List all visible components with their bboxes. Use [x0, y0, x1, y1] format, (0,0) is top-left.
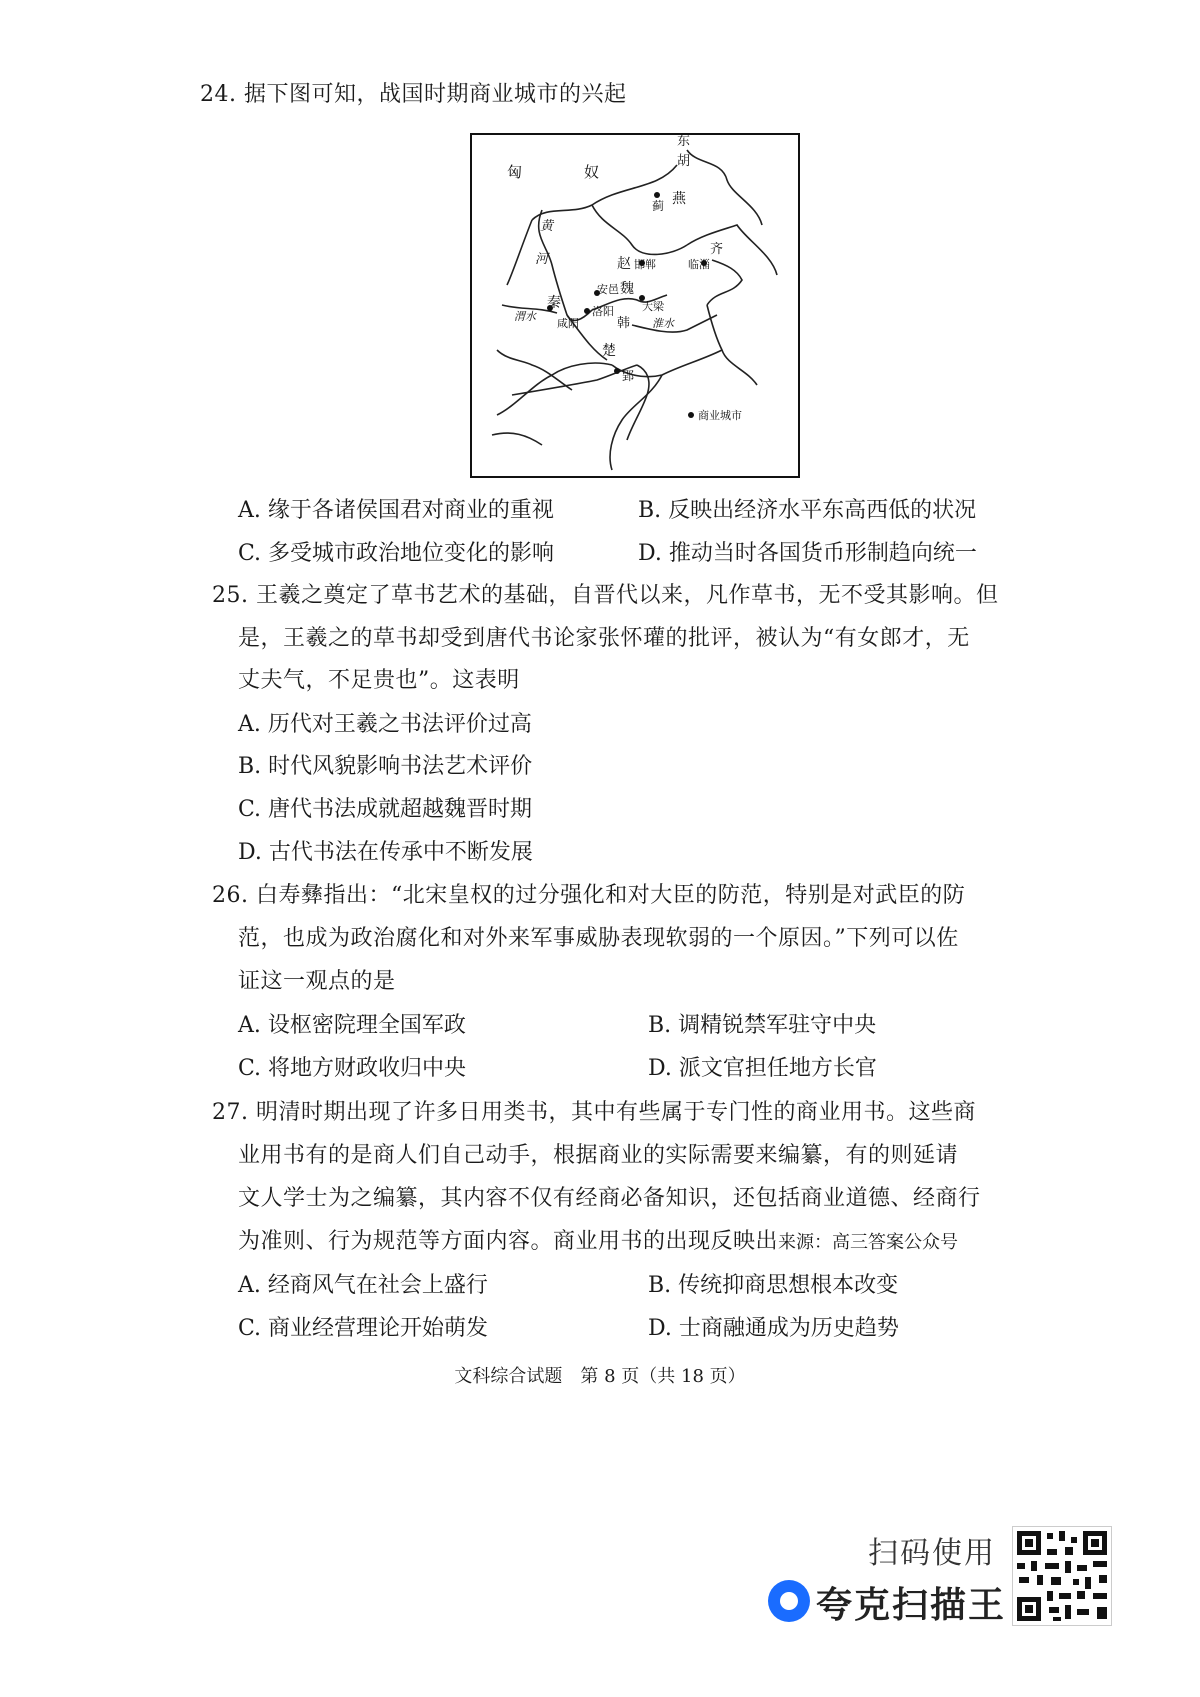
city-dot-luoyang	[584, 308, 590, 314]
label-yan: 燕	[672, 191, 686, 207]
label-wei: 魏	[620, 281, 634, 297]
q25-line-1: 25. 王羲之奠定了草书艺术的基础，自晋代以来，凡作草书，无不受其影响。但	[212, 583, 999, 608]
map-border	[592, 205, 687, 254]
q25-option-d: D. 古代书法在传承中不断发展	[238, 840, 533, 865]
map-border	[707, 260, 742, 305]
label-chu: 楚	[602, 343, 616, 359]
q26-line-2: 范，也成为政治腐化和对外来军事威胁表现软弱的一个原因。”下列可以佐	[238, 926, 959, 951]
q27-option-a: A. 经商风气在社会上盛行	[238, 1273, 488, 1298]
q25-line-3: 丈夫气，不足贵也”。这表明	[238, 668, 520, 693]
qr-code-icon[interactable]	[1012, 1526, 1112, 1626]
huai-river	[632, 315, 717, 332]
map-border	[497, 363, 612, 415]
label-han: 韩	[617, 316, 631, 331]
label-anyi: 安邑	[597, 283, 619, 296]
label-daliang: 大梁	[642, 300, 664, 313]
map-legend-label: 商业城市	[698, 409, 742, 422]
q27-line-2: 业用书有的是商人们自己动手，根据商业的实际需要来编纂，有的则延请	[238, 1143, 959, 1168]
q26-line-3: 证这一观点的是	[238, 969, 396, 994]
q27-line-3: 文人学士为之编纂，其内容不仅有经商必备知识，还包括商业道德、经商行	[238, 1186, 981, 1211]
scanner-brand: 夸克扫描王	[816, 1585, 1007, 1626]
q26-option-c: C. 将地方财政收归中央	[238, 1056, 467, 1081]
q24-option-b: B. 反映出经济水平东高西低的状况	[638, 498, 977, 523]
source-note: 来源：高三答案公众号	[778, 1232, 959, 1253]
q26-option-b: B. 调精锐禁军驻守中央	[648, 1013, 877, 1038]
map-drawing	[472, 135, 798, 476]
map-border	[610, 375, 662, 470]
label-ji: 蓟	[652, 199, 665, 213]
label-luoyang: 洛阳	[592, 305, 614, 318]
q27-option-c: C. 商业经营理论开始萌发	[238, 1316, 489, 1341]
city-dot-ying	[614, 368, 620, 374]
q27-option-d: D. 士商融通成为历史趋势	[648, 1316, 899, 1341]
q25-line-2: 是，王羲之的草书却受到唐代书论家张怀瓘的批评，被认为“有女郎才，无	[238, 626, 970, 651]
q26-option-a: A. 设枢密院理全国军政	[238, 1013, 466, 1038]
label-xianyang: 咸阳	[557, 317, 579, 330]
q27-option-b: B. 传统抑商思想根本改变	[648, 1273, 899, 1298]
q26-line-1: 26. 白寿彝指出：“北宋皇权的过分强化和对大臣的防范，特别是对武臣的防	[212, 883, 966, 908]
label-he: 河	[535, 252, 549, 267]
label-qi: 齐	[710, 242, 724, 257]
q24-option-d: D. 推动当时各国货币形制趋向统一	[638, 541, 977, 566]
label-donghu-1: 东	[677, 135, 691, 149]
q24-option-c: C. 多受城市政治地位变化的影响	[238, 541, 555, 566]
quark-logo-icon	[768, 1580, 810, 1622]
q24-option-a: A. 缘于各诸侯国君对商业的重视	[238, 498, 554, 523]
warring-states-map	[470, 133, 800, 478]
label-qin: 秦	[547, 295, 561, 311]
scan-label: 扫码使用	[868, 1536, 996, 1571]
q27-line-4-text: 为准则、行为规范等方面内容。商业用书的出现反映出	[238, 1229, 779, 1254]
label-huaishui: 淮水	[652, 317, 674, 330]
river	[492, 433, 542, 445]
q25-option-c: C. 唐代书法成就超越魏晋时期	[238, 797, 533, 822]
label-donghu-2: 胡	[677, 154, 691, 169]
label-handan: 邯郸	[634, 258, 656, 271]
label-linzi: 临淄	[688, 258, 710, 271]
map-border	[507, 220, 532, 285]
q26-option-d: D. 派文官担任地方长官	[648, 1056, 877, 1081]
q27-line-1: 27. 明清时期出现了许多日用类书，其中有些属于专门性的商业用书。这些商	[212, 1100, 976, 1125]
page-footer: 文科综合试题 第 8 页（共 18 页）	[454, 1366, 746, 1387]
label-huang: 黄	[540, 219, 554, 234]
label-xiongnu-1: 匈	[507, 163, 523, 181]
q25-option-a: A. 历代对王羲之书法评价过高	[238, 712, 532, 737]
city-dot-ji	[654, 192, 660, 198]
q24-stem: 24. 据下图可知，战国时期商业城市的兴起	[200, 82, 627, 107]
map-border	[687, 150, 762, 225]
label-ying: 郢	[622, 369, 635, 383]
q25-option-b: B. 时代风貌影响书法艺术评价	[238, 754, 533, 779]
label-xiongnu-2: 奴	[584, 163, 600, 181]
q27-line-4	[238, 1227, 958, 1258]
legend-dot	[688, 412, 694, 418]
label-zhao: 赵	[617, 256, 631, 272]
label-weishui: 渭水	[514, 310, 536, 323]
